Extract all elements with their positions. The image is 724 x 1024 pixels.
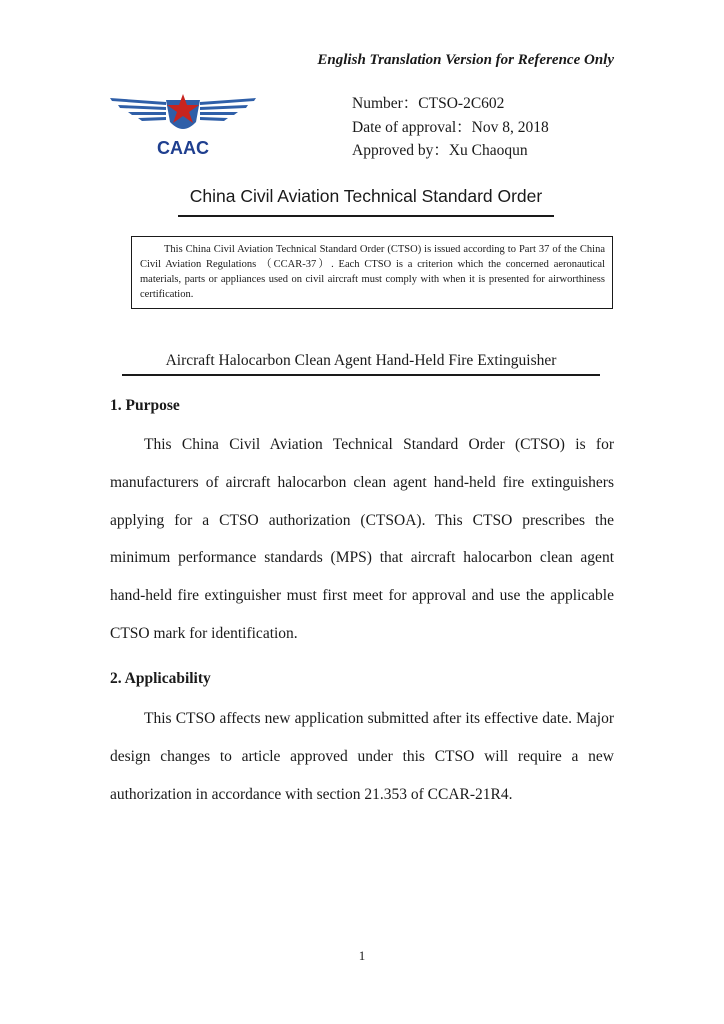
page-title: China Civil Aviation Technical Standard Order (189, 186, 543, 206)
section-body-applicability (110, 700, 614, 813)
document-number: Number：CTSO-2C602 (352, 95, 505, 112)
caac-logo (108, 92, 258, 162)
right-wing-icon (200, 98, 256, 121)
paragraph-purpose: This China Civil Aviation Technical Standard Order (CTSO) is for manufacturers of aircraft halocarbon clean agent hand-held fire extinguishers applying for a CTSO authorization (CTSOA). This CTSO prescribes the minimum performance standards (MPS) that aircraft halocarbon clean agent hand-held fire extinguisher must first meet for approval and use the applicable CTSO mark for identification. (110, 436, 614, 642)
notice-text: This China Civil Aviation Technical Standard Order (CTSO) is issued according to Part 37 of the China Civil Aviation Regulations （CCAR-37）. Each CTSO is a criterion which the concerned aeronautical materials, parts or appliances used on civil aircraft must comply with when it is presented for airworthiness certification. (140, 244, 605, 300)
approved-by: Approved by：Xu Chaoqun (352, 142, 528, 159)
left-wing-icon (110, 98, 166, 121)
page-number: 1 (358, 948, 366, 963)
notice-box (131, 236, 613, 309)
subject-divider (122, 374, 600, 376)
logo-text: CAAC (157, 138, 209, 158)
document-meta (352, 92, 549, 163)
approval-date: Date of approval：Nov 8, 2018 (352, 118, 549, 136)
section-heading-purpose: 1. Purpose (110, 397, 180, 414)
section-body-purpose (110, 426, 614, 653)
paragraph-applicability: This CTSO affects new application submitted after its effective date. Major design changes to article approved under this CTSO will require a new authorization in accordance with section 21.353 of CCAR-21R4. (110, 710, 614, 803)
subject-title: Aircraft Halocarbon Clean Agent Hand-Held Fire Extinguisher (165, 352, 557, 369)
translation-note: English Translation Version for Reference Only (317, 52, 614, 68)
section-heading-applicability: 2. Applicability (110, 670, 211, 687)
title-divider (178, 215, 554, 217)
